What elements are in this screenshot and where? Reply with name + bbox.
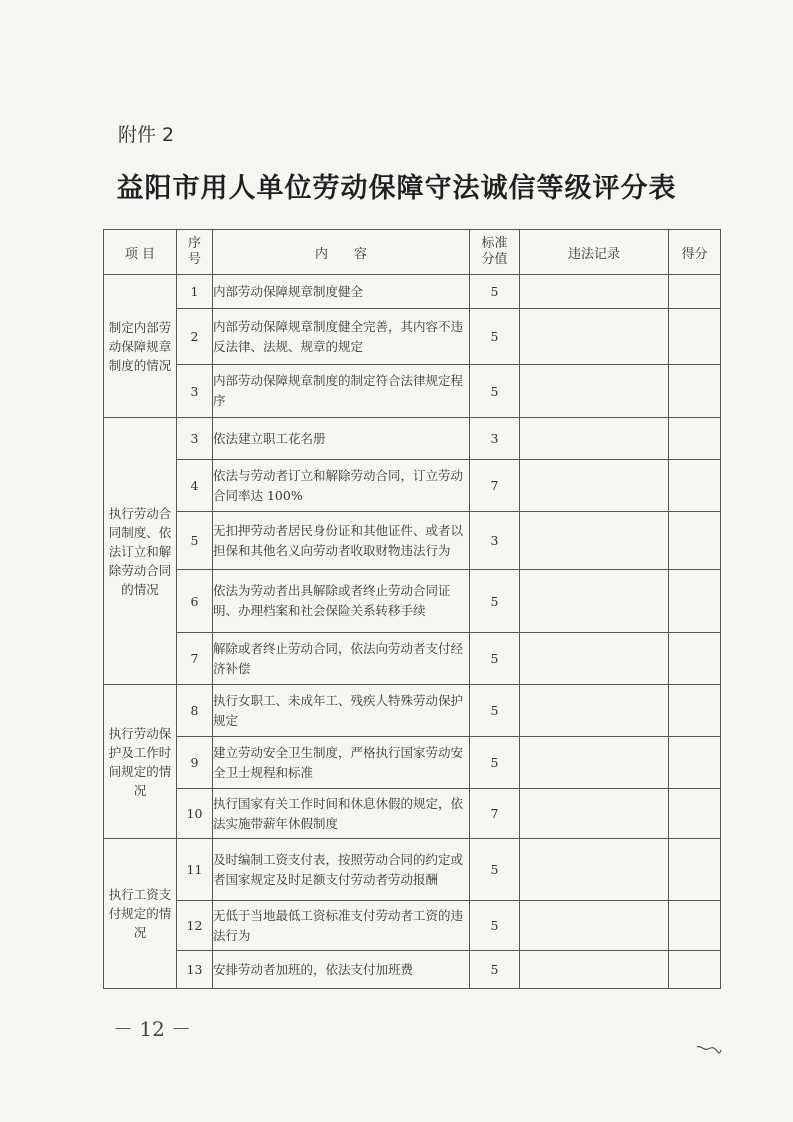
- row-content: 执行女职工、未成年工、残疾人特殊劳动保护规定: [213, 685, 470, 737]
- category-cell: 执行工资支付规定的情况: [104, 839, 177, 989]
- header-number: 序号: [177, 230, 213, 275]
- row-standard-score: 5: [470, 275, 520, 309]
- table-row: [104, 275, 721, 309]
- violation-record-cell: [520, 512, 669, 570]
- row-content: 内部劳动保障规章制度健全: [213, 275, 470, 309]
- row-number: 7: [177, 633, 213, 685]
- row-number: 8: [177, 685, 213, 737]
- row-standard-score: 7: [470, 460, 520, 512]
- score-cell: [669, 570, 721, 633]
- header-category: 项 目: [104, 230, 177, 275]
- score-cell: [669, 901, 721, 951]
- category-cell: 制定内部劳动保障规章制度的情况: [104, 275, 177, 418]
- table-row: [104, 309, 721, 365]
- table-row: [104, 789, 721, 839]
- row-standard-score: 5: [470, 633, 520, 685]
- row-standard-score: 5: [470, 737, 520, 789]
- violation-record-cell: [520, 951, 669, 989]
- header-score: 得分: [669, 230, 721, 275]
- row-standard-score: 5: [470, 365, 520, 418]
- violation-record-cell: [520, 839, 669, 901]
- row-content: 安排劳动者加班的，依法支付加班费: [213, 951, 470, 989]
- violation-record-cell: [520, 737, 669, 789]
- row-number: 2: [177, 309, 213, 365]
- violation-record-cell: [520, 685, 669, 737]
- row-number: 10: [177, 789, 213, 839]
- violation-record-cell: [520, 365, 669, 418]
- row-content: 执行国家有关工作时间和休息休假的规定，依法实施带薪年休假制度: [213, 789, 470, 839]
- row-content: 内部劳动保障规章制度的制定符合法律规定程序: [213, 365, 470, 418]
- row-number: 1: [177, 275, 213, 309]
- table-row: [104, 633, 721, 685]
- violation-record-cell: [520, 309, 669, 365]
- header-content: 内 容: [213, 230, 470, 275]
- header-standard: 标准分值: [470, 230, 520, 275]
- row-number: 5: [177, 512, 213, 570]
- row-standard-score: 5: [470, 570, 520, 633]
- row-content: 无低于当地最低工资标准支付劳动者工资的违法行为: [213, 901, 470, 951]
- violation-record-cell: [520, 789, 669, 839]
- score-cell: [669, 951, 721, 989]
- row-standard-score: 5: [470, 839, 520, 901]
- row-standard-score: 5: [470, 685, 520, 737]
- scribble-mark-icon: [696, 1044, 722, 1054]
- category-cell: 执行劳动合同制度、依法订立和解除劳动合同的情况: [104, 418, 177, 685]
- row-standard-score: 5: [470, 951, 520, 989]
- row-standard-score: 3: [470, 418, 520, 460]
- scoring-table: [103, 229, 721, 989]
- row-number: 3: [177, 365, 213, 418]
- table-header-row: [104, 230, 721, 275]
- table-row: [104, 737, 721, 789]
- row-standard-score: 3: [470, 512, 520, 570]
- row-content: 依法为劳动者出具解除或者终止劳动合同证明、办理档案和社会保险关系转移手续: [213, 570, 470, 633]
- violation-record-cell: [520, 460, 669, 512]
- violation-record-cell: [520, 570, 669, 633]
- table-row: [104, 365, 721, 418]
- score-cell: [669, 275, 721, 309]
- row-number: 11: [177, 839, 213, 901]
- row-content: 内部劳动保障规章制度健全完善，其内容不违反法律、法规、规章的规定: [213, 309, 470, 365]
- row-number: 4: [177, 460, 213, 512]
- row-number: 9: [177, 737, 213, 789]
- table-row: [104, 512, 721, 570]
- row-content: 无扣押劳动者居民身份证和其他证件、或者以担保和其他名义向劳动者收取财物违法行为: [213, 512, 470, 570]
- row-content: 建立劳动安全卫生制度，严格执行国家劳动安全卫士规程和标准: [213, 737, 470, 789]
- category-cell: 执行劳动保护及工作时间规定的情况: [104, 685, 177, 839]
- score-cell: [669, 633, 721, 685]
- page-number: － 12 －: [113, 1017, 192, 1041]
- score-cell: [669, 737, 721, 789]
- score-cell: [669, 512, 721, 570]
- score-cell: [669, 365, 721, 418]
- table-row: [104, 418, 721, 460]
- violation-record-cell: [520, 418, 669, 460]
- header-record: 违法记录: [520, 230, 669, 275]
- score-cell: [669, 839, 721, 901]
- violation-record-cell: [520, 901, 669, 951]
- violation-record-cell: [520, 633, 669, 685]
- document-title: 益阳市用人单位劳动保障守法诚信等级评分表: [116, 173, 677, 204]
- score-cell: [669, 418, 721, 460]
- row-content: 解除或者终止劳动合同，依法向劳动者支付经济补偿: [213, 633, 470, 685]
- table-row: [104, 839, 721, 901]
- row-content: 依法建立职工花名册: [213, 418, 470, 460]
- row-number: 6: [177, 570, 213, 633]
- row-standard-score: 5: [470, 901, 520, 951]
- score-cell: [669, 309, 721, 365]
- table-row: [104, 901, 721, 951]
- table-row: [104, 951, 721, 989]
- score-cell: [669, 460, 721, 512]
- row-standard-score: 5: [470, 309, 520, 365]
- violation-record-cell: [520, 275, 669, 309]
- row-standard-score: 7: [470, 789, 520, 839]
- row-content: 及时编制工资支付表，按照劳动合同的约定或者国家规定及时足额支付劳动者劳动报酬: [213, 839, 470, 901]
- table-row: [104, 685, 721, 737]
- row-number: 3: [177, 418, 213, 460]
- score-cell: [669, 789, 721, 839]
- score-cell: [669, 685, 721, 737]
- attachment-label: 附件 2: [118, 124, 175, 146]
- table-row: [104, 570, 721, 633]
- table-row: [104, 460, 721, 512]
- row-content: 依法与劳动者订立和解除劳动合同，订立劳动合同率达 100%: [213, 460, 470, 512]
- row-number: 13: [177, 951, 213, 989]
- row-number: 12: [177, 901, 213, 951]
